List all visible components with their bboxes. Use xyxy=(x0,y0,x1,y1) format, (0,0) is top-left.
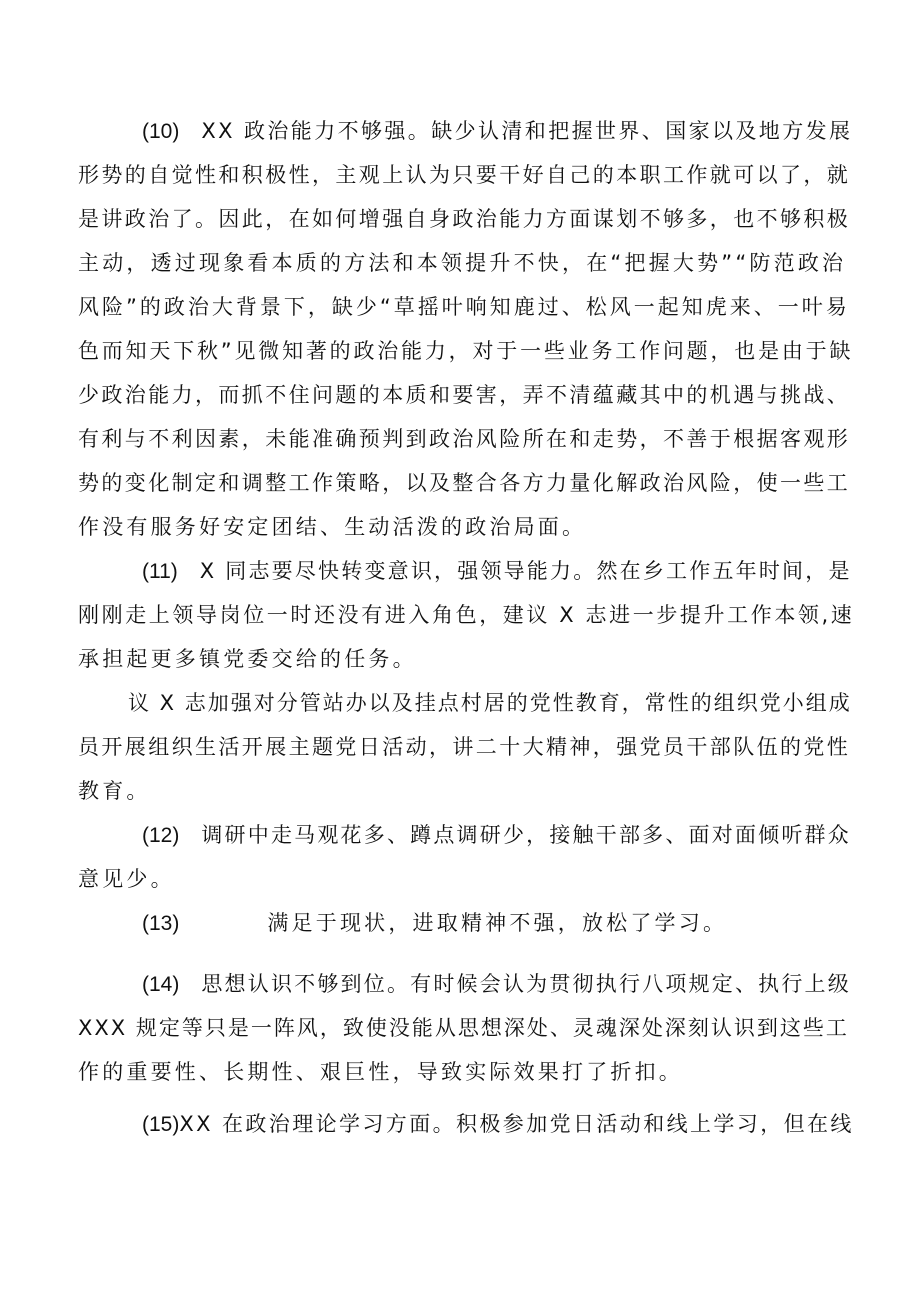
paragraph-11b-line-3: 教育。 xyxy=(78,779,151,803)
paragraph-10-line-5: 风险”的政治大背景下，缺少“草摇叶响知鹿过、松风一起知虎来、一叶易 xyxy=(78,295,850,319)
paragraph-14-line-3: 作的重要性、长期性、艰巨性，导致实际效果打了折扣。 xyxy=(78,1060,683,1084)
paragraph-10-line-3: 是讲政治了。因此，在如何增强自身政治能力方面谋划不够多，也不够积极 xyxy=(78,207,851,231)
paragraph-10-line-10: 作没有服务好安定团结、生动活泼的政治局面。 xyxy=(78,515,587,539)
paragraph-12-number: (12) xyxy=(142,824,180,847)
paragraph-14-line-2: XXX 规定等只是一阵风，致使没能从思想深处、灵魂深处深刻认识到这些工 xyxy=(78,1016,849,1040)
paragraph-10-line-2: 形势的自觉性和积极性，主观上认为只要干好自己的本职工作就可以了，就 xyxy=(78,163,851,187)
paragraph-10-line-9: 势的变化制定和调整工作策略，以及整合各方力量化解政治风险，使一些工 xyxy=(78,471,851,495)
paragraph-12-text-line-1: 调研中走马观花多、蹲点调研少，接触干部多、面对面倾听群众 xyxy=(201,823,851,847)
paragraph-15-text-line-1: XX 在政治理论学习方面。积极参加党日活动和线上学习，但在线 xyxy=(179,1112,854,1136)
paragraph-10-text-line-1: XX 政治能力不够强。缺少认清和把握世界、国家以及地方发展 xyxy=(201,119,853,143)
paragraph-12-line-2: 意见少。 xyxy=(78,867,175,891)
paragraph-15-line-1 xyxy=(142,1110,854,1139)
paragraph-14-line-1 xyxy=(142,970,851,999)
paragraph-10-number: (10) xyxy=(142,120,180,143)
paragraph-11-line-3: 承担起更多镇党委交给的任务。 xyxy=(78,647,417,671)
paragraph-12-line-1 xyxy=(142,821,851,850)
paragraph-14-number: (14) xyxy=(142,973,180,996)
paragraph-13-text-line-1: 满足于现状，进取精神不强，放松了学习。 xyxy=(267,911,728,935)
paragraph-14-text-line-1: 思想认识不够到位。有时候会认为贯彻执行八项规定、执行上级 xyxy=(201,972,851,996)
paragraph-15-number: (15) xyxy=(142,1113,180,1136)
paragraph-11-number: (11) xyxy=(142,560,178,583)
paragraph-10-line-1 xyxy=(142,117,852,146)
paragraph-11-line-1 xyxy=(142,557,852,586)
paragraph-13-number: (13) xyxy=(142,912,180,935)
paragraph-11-line-2: 刚刚走上领导岗位一时还没有进入角色，建议 X 志进一步提升工作本领,速 xyxy=(78,603,855,627)
paragraph-10-line-6: 色而知天下秋”见微知著的政治能力，对于一些业务工作问题，也是由于缺 xyxy=(78,339,854,363)
paragraph-10-line-7: 少政治能力，而抓不住问题的本质和要害，弄不清蕴藏其中的机遇与挑战、 xyxy=(78,383,851,407)
paragraph-10-line-8: 有利与不利因素，未能准确预判到政治风险所在和走势，不善于根据客观形 xyxy=(78,427,851,451)
paragraph-10-line-4: 主动，透过现象看本质的方法和本领提升不快，在“把握大势”“防范政治 xyxy=(78,251,847,275)
paragraph-13-line-1 xyxy=(142,909,727,938)
paragraph-11b-line-2: 员开展组织生活开展主题党日活动，讲二十大精神，强党员干部队伍的党性 xyxy=(78,735,851,759)
paragraph-11b-line-1: 议 X 志加强对分管站办以及挂点村居的党性教育，常性的组织党小组成 xyxy=(128,691,852,715)
paragraph-11-text-line-1: X 同志要尽快转变意识，强领导能力。然在乡工作五年时间，是 xyxy=(199,559,852,583)
